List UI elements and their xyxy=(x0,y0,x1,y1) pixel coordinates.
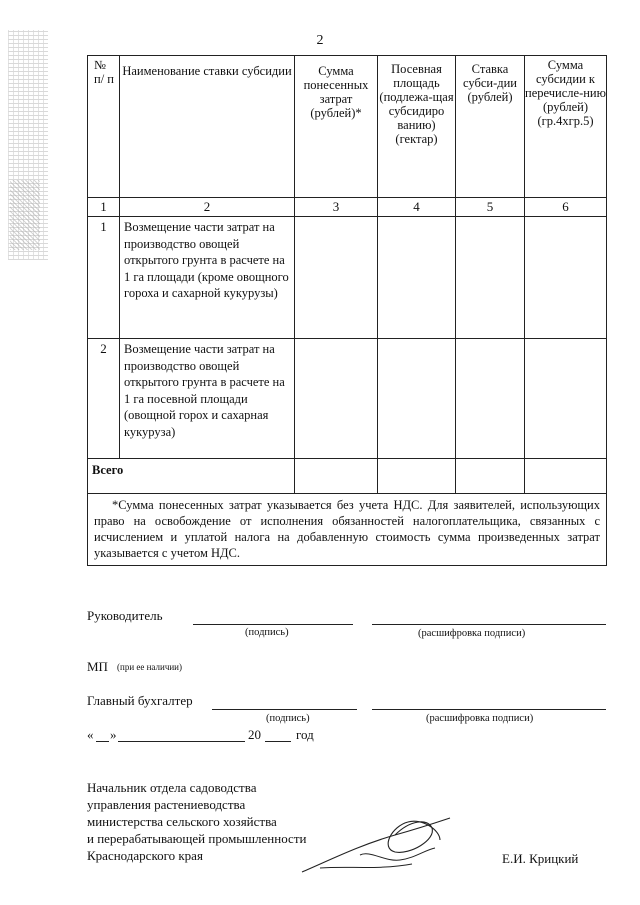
footnote-row xyxy=(88,494,607,566)
official-line: Краснодарского края xyxy=(87,848,203,863)
accountant-signature-line xyxy=(212,709,357,710)
column-number: 5 xyxy=(456,198,525,217)
cell-costs-total xyxy=(295,459,378,494)
column-header: Посевная площадь (подлежа-щая субсидиро ванию) (гектар) xyxy=(378,56,456,198)
decoding-line xyxy=(372,624,606,625)
column-number: 3 xyxy=(295,198,378,217)
accountant-decoding-line xyxy=(372,709,606,710)
stamp-label: МП xyxy=(87,659,108,674)
column-number: 1 xyxy=(88,198,120,217)
cell-rate-total xyxy=(456,459,525,494)
cell-costs xyxy=(295,339,378,459)
official-line: и перерабатывающей промышленности xyxy=(87,831,307,846)
cell-rate xyxy=(456,217,525,339)
accountant-decoding-caption: (расшифровка подписи) xyxy=(426,713,534,724)
column-number: 6 xyxy=(525,198,607,217)
page-number: 2 xyxy=(316,33,324,48)
cell-subsidy-total xyxy=(525,459,607,494)
column-number: 4 xyxy=(378,198,456,217)
column-header: № п/ п xyxy=(88,56,120,198)
signature-caption: (подпись) xyxy=(245,627,289,638)
cell-rate xyxy=(456,339,525,459)
column-number: 2 xyxy=(120,198,295,217)
table-row xyxy=(88,217,607,339)
row-number: 2 xyxy=(88,339,120,459)
accountant-signature-caption: (подпись) xyxy=(266,713,310,724)
date-open-quote: « xyxy=(87,727,94,742)
cell-area xyxy=(378,339,456,459)
column-header: Сумма субсидии к перечисле-нию (рублей) (гр.4хгр.5) xyxy=(525,56,607,198)
column-header: Наименование ставки субсидии xyxy=(120,56,295,198)
head-label: Руководитель xyxy=(87,608,163,623)
cell-area xyxy=(378,217,456,339)
scan-noise xyxy=(10,180,40,250)
official-name: Е.И. Крицкий xyxy=(502,851,579,866)
official-line: министерства сельского хозяйства xyxy=(87,814,277,829)
date-day-line xyxy=(96,741,109,742)
decoding-caption: (расшифровка подписи) xyxy=(418,628,526,639)
footnote: *Сумма понесенных затрат указывается без учета НДС. Для заявителей, использующих право на освобождение от исполнения обязанностей налогоплательщика, связанных с исчислением и уплатой налога на добавленную стоимость сумма произведенных затрат указывается с учетом НДС. xyxy=(88,494,607,566)
stamp-note: (при ее наличии) xyxy=(117,662,182,672)
cell-subsidy xyxy=(525,339,607,459)
official-position xyxy=(87,779,306,864)
column-header: Сумма понесенных затрат (рублей)* xyxy=(295,56,378,198)
signature-line xyxy=(193,624,353,625)
row-name: Возмещение части затрат на производство овощей открытого грунта в расчете на 1 га площади (кроме овощного гороха и сахарной кукурузы) xyxy=(120,217,295,339)
date-close-quote: » xyxy=(110,727,117,742)
total-row xyxy=(88,459,607,494)
accountant-label: Главный бухгалтер xyxy=(87,693,193,708)
cell-area-total xyxy=(378,459,456,494)
row-name: Возмещение части затрат на производство овощей открытого грунта в расчете на 1 га посевной площади (овощной горох и сахарная кукуруза) xyxy=(120,339,295,459)
table-row xyxy=(88,339,607,459)
column-header: Ставка субси-дии (рублей) xyxy=(456,56,525,198)
total-label: Всего xyxy=(88,459,295,494)
official-line: Начальник отдела садоводства xyxy=(87,780,257,795)
column-number-row xyxy=(88,198,607,217)
row-number: 1 xyxy=(88,217,120,339)
cell-costs xyxy=(295,217,378,339)
official-line: управления растениеводства xyxy=(87,797,246,812)
table-header-row xyxy=(88,56,607,198)
year-prefix: 20 xyxy=(248,727,261,742)
year-suffix: год xyxy=(296,727,314,742)
date-month-line xyxy=(118,741,245,742)
subsidy-table xyxy=(87,55,607,566)
year-line xyxy=(265,741,291,742)
handwritten-signature xyxy=(300,800,460,880)
cell-subsidy xyxy=(525,217,607,339)
